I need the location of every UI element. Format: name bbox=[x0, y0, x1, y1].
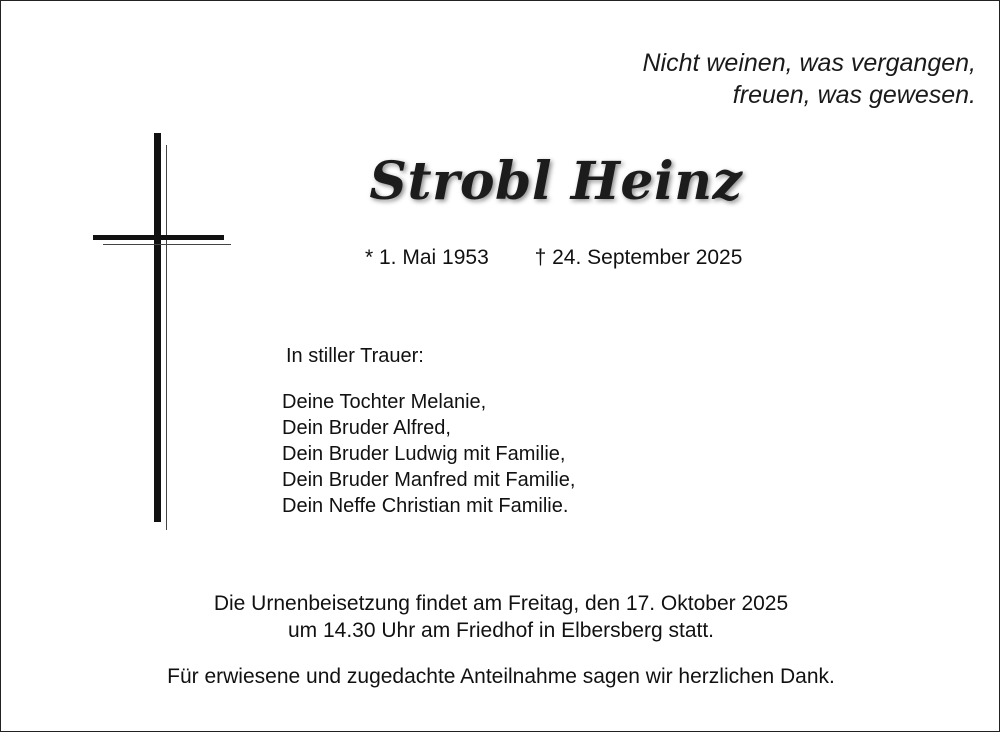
funeral-announcement bbox=[1, 590, 1000, 644]
deceased-name: Strobl Heinz bbox=[369, 151, 743, 212]
funeral-line: um 14.30 Uhr am Friedhof in Elbersberg statt. bbox=[287, 619, 715, 642]
motto-line: Nicht weinen, was vergangen, bbox=[642, 49, 976, 77]
mourner-line: Dein Neffe Christian mit Familie. bbox=[282, 495, 569, 517]
life-dates bbox=[365, 246, 742, 270]
motto-quote bbox=[642, 47, 976, 111]
mourners-list bbox=[282, 389, 575, 519]
mourner-line: Dein Bruder Alfred, bbox=[282, 417, 451, 439]
mourner-line: Deine Tochter Melanie, bbox=[282, 391, 487, 413]
mourner-line: Dein Bruder Ludwig mit Familie, bbox=[282, 443, 566, 465]
motto-line: freuen, was gewesen. bbox=[732, 81, 976, 109]
mourner-line: Dein Bruder Manfred mit Familie, bbox=[282, 469, 576, 491]
mourning-label: In stiller Trauer: bbox=[286, 345, 424, 367]
funeral-line: Die Urnenbeisetzung findet am Freitag, den 17. Oktober 2025 bbox=[213, 592, 789, 615]
birth-date: * 1. Mai 1953 bbox=[365, 246, 489, 269]
death-date: † 24. September 2025 bbox=[534, 246, 743, 269]
thanks-note: Für erwiesene und zugedachte Anteilnahme sagen wir herzlichen Dank. bbox=[167, 665, 835, 688]
